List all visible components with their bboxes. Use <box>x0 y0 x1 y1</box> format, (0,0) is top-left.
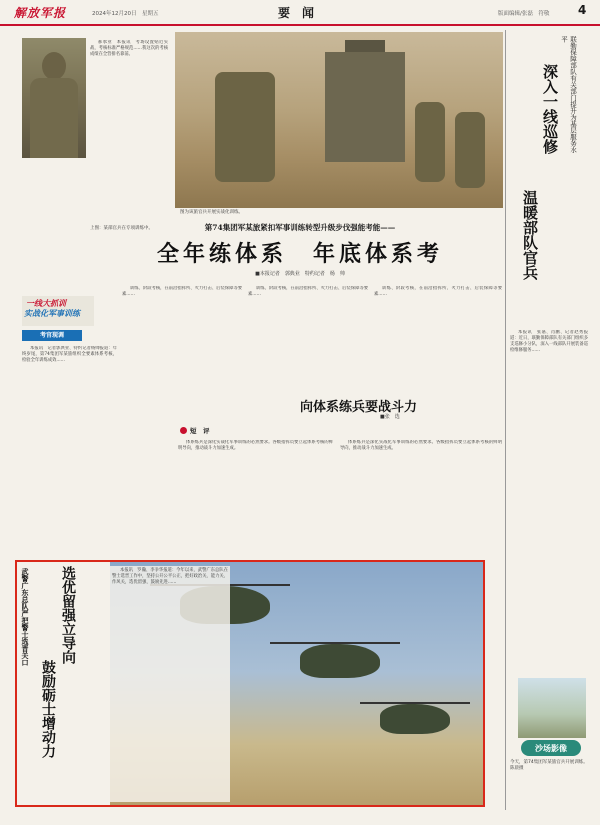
newspaper-logo: 解放军报 <box>14 6 67 20</box>
commentary-title: 向体系练兵要战斗力 <box>300 400 418 415</box>
right-headline-line1: 深入一线巡修 <box>541 64 559 154</box>
right-headline-line2: 温暖部队官兵 <box>521 190 539 280</box>
helicopter-shape <box>380 704 450 734</box>
article-paragraph: 郝承业 本报讯 考场设置贴近实战，考核标准严格规范……我这次的考核成绩在全营排名靠前。 <box>90 40 168 57</box>
article-column <box>90 40 168 220</box>
article-paragraph: 训练、阶段考核，在前沿指挥所、火力打击、后装保障等要素…… <box>248 286 368 297</box>
article-paragraph: 本报讯 罗瀚、李争华报道：今年以来，武警广东总队在警士选晋工作中，坚持公开公平公正，把好政治关、能力关、作风关，选优留强、鼓励先进…… <box>112 568 229 585</box>
lead-headline: 全年练体系 年底体系考 <box>156 241 443 267</box>
right-kicker: 联勤保障部队有关部门提升为基层服务水平 <box>560 36 577 153</box>
article-column <box>510 330 588 670</box>
field-photo <box>518 678 586 738</box>
section-title: 要 闻 <box>278 6 315 20</box>
photo-caption: 上图：某部官兵在专项训练中。 <box>90 226 153 231</box>
soldier-figure <box>415 102 445 182</box>
portrait-photo <box>22 38 86 158</box>
commentary-byline: ■张 选 <box>380 414 400 420</box>
article-paragraph: 本报讯 张嘉、肖鹏、记者赵秀报道：近日，联勤保障部队有关部门组织多支巡修小分队，深入一线部队开展装备巡检维修服务…… <box>510 330 588 353</box>
article-paragraph: 本报讯 记者郭典业、特约记者杨帅报道：年终岁尾，第74集团军某旅组织全要素体系考核，检验全年训练成效…… <box>22 346 117 363</box>
radar-vehicle <box>325 52 405 162</box>
commentary-column <box>178 440 333 552</box>
column-badge <box>22 296 94 326</box>
article-paragraph: 训练、阶段考核，在前沿指挥所、火力打击、后装保障等要素…… <box>374 286 502 297</box>
article-column <box>122 286 242 416</box>
badge-line2: 实战化军事训练 <box>24 308 80 318</box>
masthead <box>0 0 600 26</box>
short-review-tag <box>180 425 228 436</box>
bottom-kicker: 武警广东总队严把警士选晋关口 <box>21 568 30 666</box>
portrait-body-shape <box>30 78 78 158</box>
issue-date: 2024年12月20日 星期五 <box>92 11 159 17</box>
boxed-article-column <box>110 566 230 802</box>
photo-caption: 图为该旅官兵开展实战化训练。 <box>180 210 243 215</box>
lead-byline: ■本报记者 郭典业 特约记者 杨 帅 <box>255 271 345 277</box>
article-column <box>248 286 368 386</box>
bottom-headline-line1: 选优留强立导向 <box>60 566 76 664</box>
article-paragraph: 体系练兵是深化实战化军事训练的必然要求。各级指挥员要立起体系考核的鲜明导向，推动战斗力加速生成。 <box>178 440 333 451</box>
photo-column-tag: 沙场影像 <box>521 740 581 756</box>
article-column <box>374 286 502 386</box>
helicopter-shape <box>300 644 380 678</box>
commentary-column <box>340 440 502 552</box>
article-paragraph: 体系练兵是深化实战化军事训练的必然要求。各级指挥员要立起体系考核的鲜明导向，推动战斗力加速生成。 <box>340 440 502 451</box>
soldier-figure <box>215 72 275 182</box>
column-divider <box>505 30 506 810</box>
article-column <box>22 346 117 556</box>
review-dot-icon <box>180 427 187 434</box>
page-number: 4 <box>578 3 587 17</box>
column-tag: 考官现调 <box>22 330 82 341</box>
page-editors: 版面编辑/张磊 符敬 <box>498 11 550 17</box>
lead-subtitle: 第74集团军某旅紧扣军事训练转型升级步伐强能考能—— <box>204 223 396 232</box>
main-training-photo <box>175 32 503 208</box>
badge-line1: 一线大抓训 <box>26 298 66 308</box>
photo-caption: 今天，第74集团军某旅官兵开展训练。 陈晨摄 <box>510 760 590 771</box>
soldier-figure <box>455 112 485 188</box>
bottom-headline-line2: 鼓励砺士增动力 <box>40 660 56 758</box>
article-paragraph: 训练、阶段考核，在前沿指挥所、火力打击、后装保障等要素…… <box>122 286 242 297</box>
short-review-label: 短 评 <box>190 427 210 435</box>
portrait-head-shape <box>42 52 66 80</box>
